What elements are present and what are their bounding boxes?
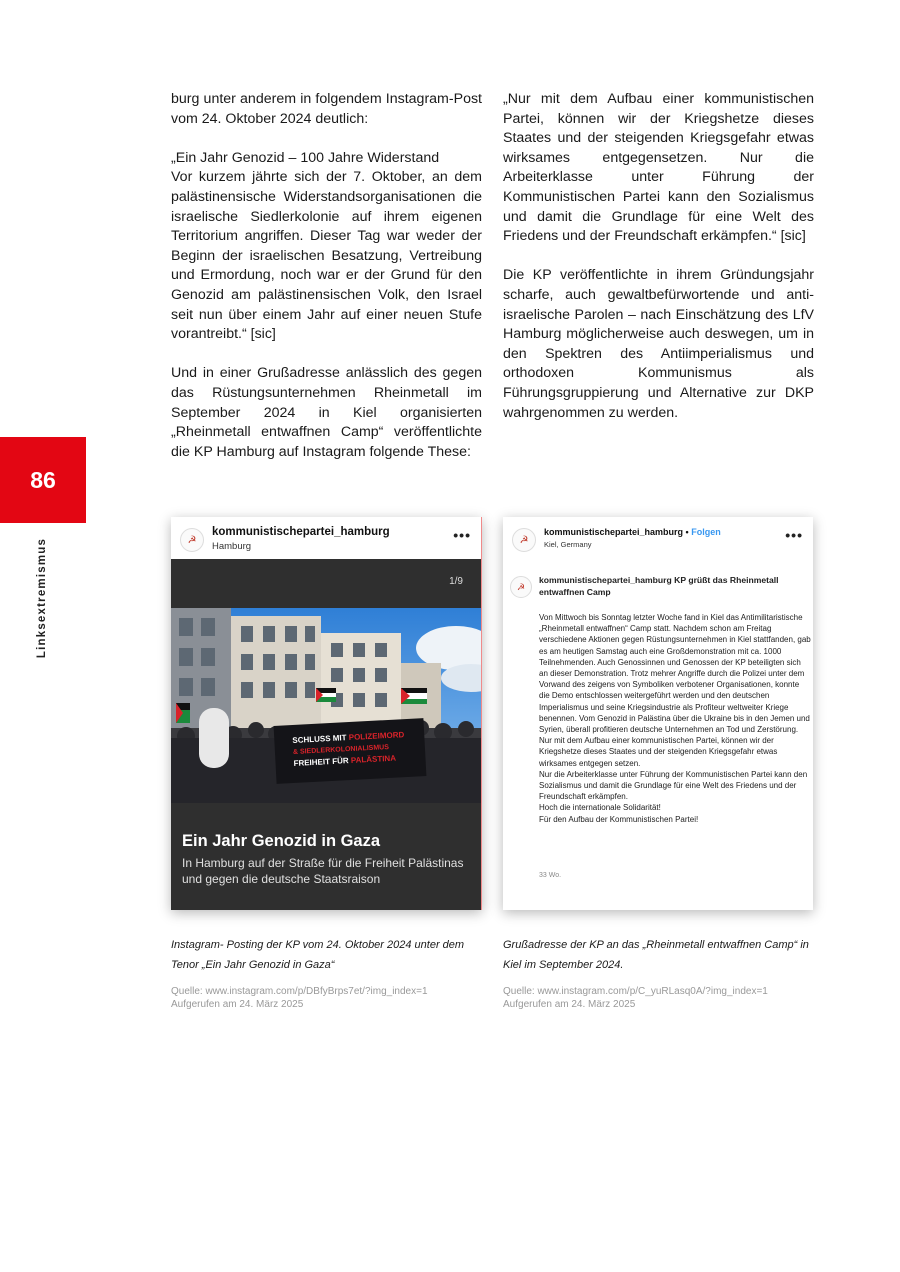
banner-text-1b: POLIZEIMORD	[348, 730, 405, 743]
carousel-counter: 1/9	[449, 576, 463, 587]
banner-text-1: SCHLUSS MIT	[292, 733, 347, 745]
page-number-tab	[0, 437, 86, 523]
section-label: Linksextremismus	[36, 537, 48, 659]
account-name: kommunistischepartei_hamburg	[212, 526, 390, 538]
post-media	[171, 559, 481, 910]
quote-paragraph: „Nur mit dem Aufbau einer kommunistischen Partei, können wir der Kriegshetze dieses Staates und der steigenden Kriegsgefahr etwas wirksames entgegensetzen. Nur die Arbeiterklasse unter Führung der Kommunistischen Partei kann den Sozialismus und damit die Grundlage für eine Welt des Friedens und der Freundschaft erkämpfen.“ [sic]	[503, 91, 814, 245]
account-name: kommunistischepartei_hamburg	[544, 527, 684, 537]
more-dots-icon: •••	[785, 527, 803, 543]
caption-headline	[539, 575, 801, 598]
post-location: Hamburg	[212, 541, 252, 552]
more-dots-icon: •••	[453, 527, 471, 543]
instagram-post-left	[171, 517, 482, 910]
separator: •	[683, 527, 692, 537]
caption-account: kommunistischepartei_hamburg	[539, 575, 672, 585]
post-title: Ein Jahr Genozid in Gaza	[182, 832, 381, 850]
demonstration-photo-svg	[171, 608, 481, 803]
party-logo-icon: ☭	[512, 528, 536, 552]
post-header	[503, 517, 813, 559]
post-header	[171, 517, 481, 559]
banner-text-3: FREIHEIT FÜR	[293, 756, 349, 768]
follow-link[interactable]: Folgen	[691, 527, 721, 537]
paragraph: Und in einer Grußadresse anlässlich des gegen das Rüstungsunternehmen Rheinmetall im September 2024 in Kiel organisierten „Rheinmetall entwaffnen Camp“ veröffentlichte die KP Hamburg auf Instagram folgende These:	[171, 365, 482, 460]
instagram-post-right	[503, 517, 813, 910]
page-number: 86	[30, 466, 56, 493]
figure-source-right: Quelle: www.instagram.com/p/C_yuRLasq0A/?img_index=1 Aufgerufen am 24. März 2025	[503, 986, 768, 1010]
figure-source-left: Quelle: www.instagram.com/p/DBfyBrps7et/?img_index=1 Aufgerufen am 24. März 2025	[171, 986, 428, 1010]
quote-paragraph: „Ein Jahr Genozid – 100 Jahre Widerstand Vor kurzem jährte sich der 7. Oktober, an dem palästinensische Widerstandsorganisationen die israelische Siedlerkolonie auf ihrem eigenen Territorium angriffen. Dieser Tag war weder der Beginn der israelischen Besatzung, Vertreibung und Ermordung, noch war er der Grund für den Genozid am palästinensischen Volk, den Israel seit nun über einem Jahr auf einer neuen Stufe vorantreibt.“ [sic]	[171, 149, 482, 343]
figure-caption-right: Grußadresse der KP an das „Rheinmetall entwaffnen Camp“ in Kiel im September 2024.	[503, 939, 809, 971]
figure-caption-left: Instagram- Posting der KP vom 24. Oktober 2024 unter dem Tenor „Ein Jahr Genozid in Gaza“	[171, 939, 465, 971]
post-age: 33 Wo.	[539, 872, 562, 879]
account-name-row	[544, 527, 721, 537]
demonstration-photo	[171, 608, 481, 803]
banner-text-3b: PALÄSTINA	[350, 753, 397, 765]
paragraph: burg unter anderem in folgendem Instagram-Post vom 24. Oktober 2024 deutlich:	[171, 91, 482, 127]
left-text-column	[171, 90, 482, 482]
caption-headline-text: KP grüßt das Rheinmetall entwaffnen Camp	[539, 575, 779, 597]
party-logo-icon: ☭	[180, 528, 204, 552]
party-logo-icon: ☭	[510, 576, 532, 598]
paragraph: Die KP veröffentlichte in ihrem Gründungsjahr scharfe, auch gewaltbefürwortende und anti-israelische Parolen – nach Einschätzung des LfV Hamburg möglicherweise auch deswegen, um in den Spektren des Antiimperialismus und orthodoxen Kommunismus als Führungsgruppierung und Alternative zur DKP wahrgenommen zu werden.	[503, 267, 814, 421]
right-text-column	[503, 90, 814, 443]
post-subtitle: In Hamburg auf der Straße für die Freiheit Palästinas und gegen die deutsche Staatsraison	[182, 856, 464, 886]
post-location: Kiel, Germany	[544, 540, 592, 549]
banner-text-2: & SIEDLERKOLONIALISMUS	[292, 743, 390, 756]
caption-body: Von Mittwoch bis Sonntag letzter Woche fand in Kiel das Antimilitaristische „Rheinmetall entwaffnen“ Camp statt. Nachdem schon am Freitag verschiedene Aktionen gegen Rüstungsunternehmen in Kiel stattfanden, gab es am heutigen Samstag auch eine Großdemonstration mit ca. 1000 Teilnehmenden. Auch Genossinnen und Genossen der KP beteiligten sich an dieser Demonstration. Trotz mehrer Angriffe durch die Polizei unter dem Vorwand des zeigens von Symboliken verbotener Organisationen, konnte die Demo entschlossen weitergeführt werden und den deutschen Imperialismus und seine Kriegsindustrie als Profiteur weltweiter Kriege benennen. Vom Genozid in Palästina über die Ukraine bis in den Jemen und Syrien, überall profitieren deutsche Unternehmen an Tod und Zerstörung. Nur mit dem Aufbau einer kommunistischen Partei, können wir der Kriegshetze dieses Staates und der steigenden Kriegsgefahr etwas wirksames entgegen setzen. Nur die Arbeiterklasse unter Führung der Kommunistischen Partei kann den Sozialismus und damit die Grundlage für eine Welt des Friedens und der Freundschaft erkämpfen. Hoch die internationale Solidarität! Für den Aufbau der Kommunistischen Partei!	[539, 613, 811, 824]
